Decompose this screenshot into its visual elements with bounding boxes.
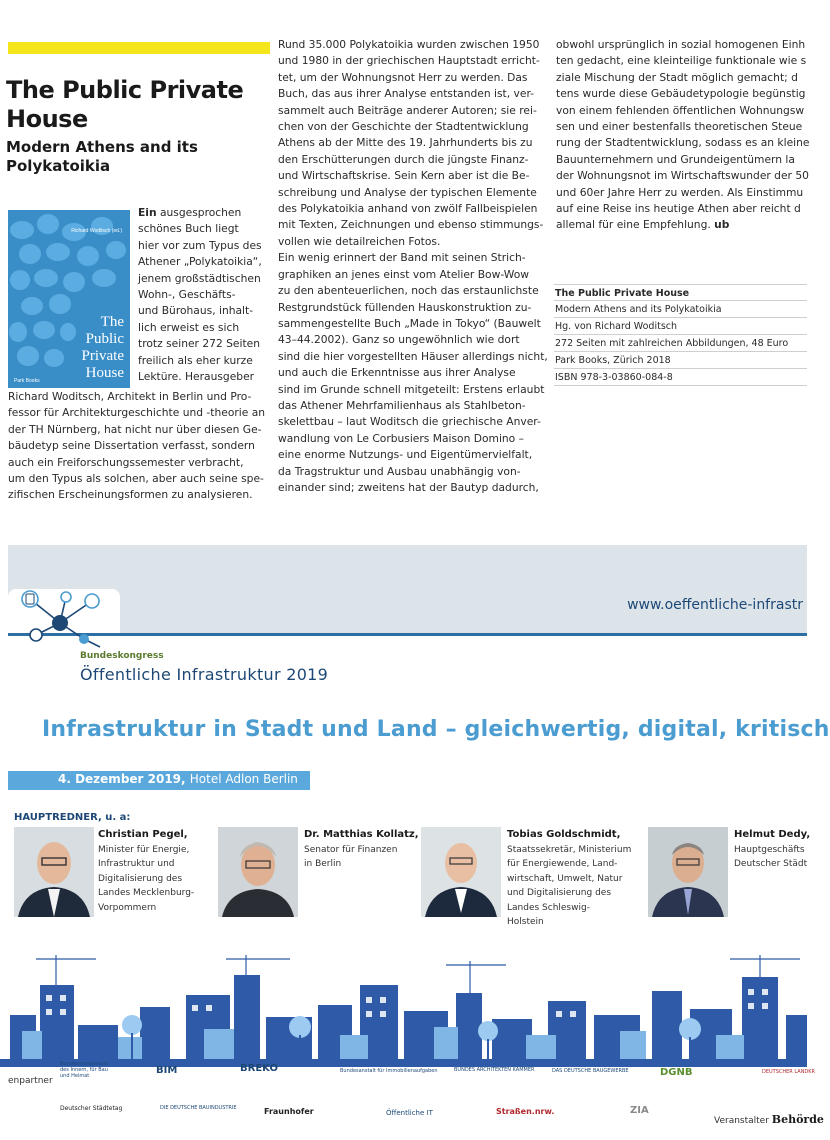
speaker-role: Senator für Finanzen in Berlin bbox=[304, 845, 398, 870]
speaker-photo bbox=[648, 827, 728, 917]
network-icon bbox=[14, 585, 104, 655]
event-date: 4. Dezember 2019, Hotel Adlon Berlin bbox=[58, 772, 298, 786]
column-2-line: sind die hier vorgestellten Häuser allerdings nicht, bbox=[278, 349, 548, 363]
column-2-line: sammelt auch Beiträge anderer Autoren; sie rei- bbox=[278, 103, 537, 117]
partner-logo-strassen-nrw: Straßen.nrw. bbox=[496, 1107, 555, 1116]
partner-logo-baugewerbe: DAS DEUTSCHE BAUGEWERBE bbox=[552, 1068, 629, 1074]
partner-logo-fraunhofer: Fraunhofer bbox=[264, 1107, 314, 1116]
column-2-line: zu den abenteuerlichen, noch das erstaunlichste bbox=[278, 284, 539, 298]
review-title: The Public Private House bbox=[6, 76, 244, 133]
fact-title: The Public Private House bbox=[554, 284, 807, 301]
speaker-name: Helmut Dedy, bbox=[734, 829, 811, 840]
kongress-title: Öffentliche Infrastruktur 2019 bbox=[80, 665, 329, 684]
fact-editor: Hg. von Richard Woditsch bbox=[554, 318, 807, 335]
review-column-2 bbox=[278, 37, 546, 496]
column-2-line: graphiken an jenes einst vom Atelier Bow-Wow bbox=[278, 267, 529, 281]
book-cover-image bbox=[8, 210, 130, 388]
partner-logo-zia: ZIA bbox=[630, 1105, 649, 1116]
cover-title: The Public Private House bbox=[81, 314, 124, 381]
speaker-photo bbox=[218, 827, 298, 917]
review-column-1-continued: Richard Woditsch, Architekt in Berlin und Pro- fessor für Architekturgeschichte und -theorie an der TH Nürnberg, hat nicht nur über diesen Ge- bäudetyp seine Dissertation verfasst, sondern auch ein Freiforschungssemester verbracht, um den Typus als solchen, aber auch seine spe- zifischen Erscheinungsformen zu analysieren. bbox=[8, 390, 266, 502]
fact-pages-price: 272 Seiten mit zahlreichen Abbildungen, 48 Euro bbox=[554, 335, 807, 352]
accent-bar bbox=[8, 42, 270, 54]
column-2-line: Athens ab der Mitte des 19. Jahrhunderts bis zu bbox=[278, 136, 533, 150]
column-2-line: 43–44.2002). Ganz so ungewöhnlich wie dort bbox=[278, 333, 520, 347]
speaker-role: Hauptgeschäfts Deutscher Städt bbox=[734, 845, 808, 870]
column-2-line: den Erschütterungen durch die jüngste Finanz- bbox=[278, 152, 529, 166]
column-2-line: das Athener Mehrfamilienhaus als Stahlbeton- bbox=[278, 398, 526, 412]
city-skyline-illustration bbox=[0, 955, 807, 1067]
partner-logo-bmi: Bundesministerium des Innern, für Bau und Heimat bbox=[60, 1061, 109, 1079]
review-column-3: obwohl ursprünglich in sozial homogenen Einh ten gedacht, eine kleinteilige funktionale wie s ziale Mischung der Stadt möglich gemacht; d tens wurde diese Gebäudetypologie begünstig von einem fehlenden öffentlichen Wohnungsw sen und einer bestenfalls theoretischen Steue rung der Stadtentwicklung, sodass es an kleine Bauunternehmern und Grundeigentümern la der Wohnungsnot im Wirtschaftswunder der 50 und 60er Jahre Herr zu werden. Als Einstimmu auf eine Reise ins heutige Athen aber reicht d allemal für eine Empfehlung. ub bbox=[556, 38, 810, 232]
speaker-name: Tobias Goldschmidt, bbox=[507, 829, 621, 840]
cover-publisher: Park Books bbox=[14, 378, 40, 384]
column-2-line: Rund 35.000 Polykatoikia wurden zwischen 1950 bbox=[278, 38, 540, 51]
partner-logo-breko: BREKO bbox=[240, 1063, 278, 1074]
conference-advertisement bbox=[0, 545, 830, 1140]
speaker-name: Christian Pegel, bbox=[98, 829, 188, 840]
ad-website-link[interactable]: www.oeffentliche-infrastr bbox=[627, 597, 803, 613]
partner-logo-dgnb: DGNB bbox=[660, 1067, 693, 1078]
ad-url-bar bbox=[8, 611, 807, 635]
fact-subtitle: Modern Athens and its Polykatoikia bbox=[554, 301, 807, 318]
kongress-label: Bundeskongress bbox=[80, 651, 164, 661]
column-2-line: tet, um der Wohnungsnot Herr zu werden. Das bbox=[278, 70, 528, 84]
organizer: Veranstalter Behörde bbox=[714, 1113, 824, 1126]
column-2-line: skelettbau – laut Woditsch die griechische Anver- bbox=[278, 415, 541, 429]
book-facts-box bbox=[554, 284, 807, 386]
column-2-line: wandlung von Le Corbusiers Maison Domino – bbox=[278, 431, 524, 445]
review-subtitle: Modern Athens and its Polykatoikia bbox=[6, 138, 198, 175]
ad-divider bbox=[8, 633, 807, 636]
column-2-line: Buch, das aus ihrer Analyse entstanden ist, ver- bbox=[278, 87, 535, 101]
organizer-name: Behörde bbox=[771, 1113, 824, 1126]
column-2-line: einander sind; zweitens hat der Bautyp dadurch, bbox=[278, 480, 539, 494]
speakers-label: HAUPTREDNER, u. a: bbox=[14, 812, 131, 823]
author-signature: ub bbox=[714, 218, 730, 232]
ad-headline: Infrastruktur in Stadt und Land – gleichwertig, digital, kritisch bbox=[42, 717, 830, 742]
partner-logo-oeffentliche-it: Öffentliche IT bbox=[386, 1109, 433, 1117]
column-2-line: des Polykatoikia anhand von zwölf Fallbeispielen bbox=[278, 202, 538, 216]
partner-logo-bauindustrie: DIE DEUTSCHE BAUINDUSTRIE bbox=[160, 1105, 237, 1111]
column-2-line: Restgrundstück füllenden Hauskonstruktion zu- bbox=[278, 300, 532, 314]
speaker-role: Minister für Energie, Infrastruktur und Digitalisierung des Landes Mecklenburg- Vorpommern bbox=[98, 845, 195, 913]
speaker-name: Dr. Matthias Kollatz, bbox=[304, 829, 419, 840]
column-2-line: und 1980 in der griechischen Hauptstadt erricht- bbox=[278, 54, 540, 68]
fact-isbn: ISBN 978-3-03860-084-8 bbox=[554, 369, 807, 386]
column-2-line: schreibung und Analyse der typischen Elemente bbox=[278, 185, 537, 199]
column-2-line: Ein wenig erinnert der Band mit seinen Strich- bbox=[278, 251, 526, 265]
fact-publisher: Park Books, Zürich 2018 bbox=[554, 352, 807, 369]
partner-logo-bim: BIM bbox=[156, 1065, 178, 1076]
column-2-line: eine enorme Nutzungs- und Eigentümervielfalt, bbox=[278, 448, 533, 462]
review-column-1-intro: Ein ausgesprochen schönes Buch liegt hier vor zum Typus des Athener „Polykatoikia“, jenem großstädtischen Wohn-, Geschäfts- und Bürohaus, inhalt- lich erweist es sich trotz seiner 272 Seiten freilich als eher kurze Lektüre. Herausgeber bbox=[138, 206, 262, 384]
partner-logo-landkreistag: DEUTSCHER LANDKR bbox=[762, 1069, 816, 1075]
column-2-line: und auch die Erkenntnisse aus ihrer Analyse bbox=[278, 366, 516, 380]
partner-logo-bima: Bundesanstalt für Immobilienaufgaben bbox=[340, 1068, 438, 1074]
partner-label: enpartner bbox=[8, 1076, 53, 1086]
event-venue: Hotel Adlon Berlin bbox=[189, 772, 298, 786]
column-2-line: mit Texten, Zeichnungen und ebenso stimmungs- bbox=[278, 218, 544, 232]
partner-logo-bak: BUNDES ARCHITEKTEN KAMMER bbox=[454, 1067, 535, 1073]
partner-logo-staedtetag: Deutscher Städtetag bbox=[60, 1105, 123, 1112]
column-2-line: und Wirtschaftskrise. Sein Kern aber ist die Be- bbox=[278, 169, 530, 183]
cover-author: Richard Woditsch (ed.) bbox=[71, 228, 122, 234]
column-2-line: chen von der Geschichte der Stadtentwicklung bbox=[278, 120, 529, 134]
speaker-photo bbox=[421, 827, 501, 917]
column-2-line: vollen wie detailreichen Fotos. bbox=[278, 234, 441, 248]
speaker-role: Staatssekretär, Ministerium für Energiewende, Land- wirtschaft, Umwelt, Natur und Digitalisierung des Landes Schleswig- Holstein bbox=[507, 845, 632, 928]
column-2-line: sammengestellte Buch „Made in Tokyo“ (Bauwelt bbox=[278, 316, 541, 330]
column-2-line: sind im Grunde schnell mitgeteilt: Erstens erlaubt bbox=[278, 382, 545, 396]
speaker-photo bbox=[14, 827, 94, 917]
column-2-line: da Tragstruktur und Ausbau unabhängig von- bbox=[278, 464, 521, 478]
lead-word: Ein bbox=[138, 206, 157, 219]
